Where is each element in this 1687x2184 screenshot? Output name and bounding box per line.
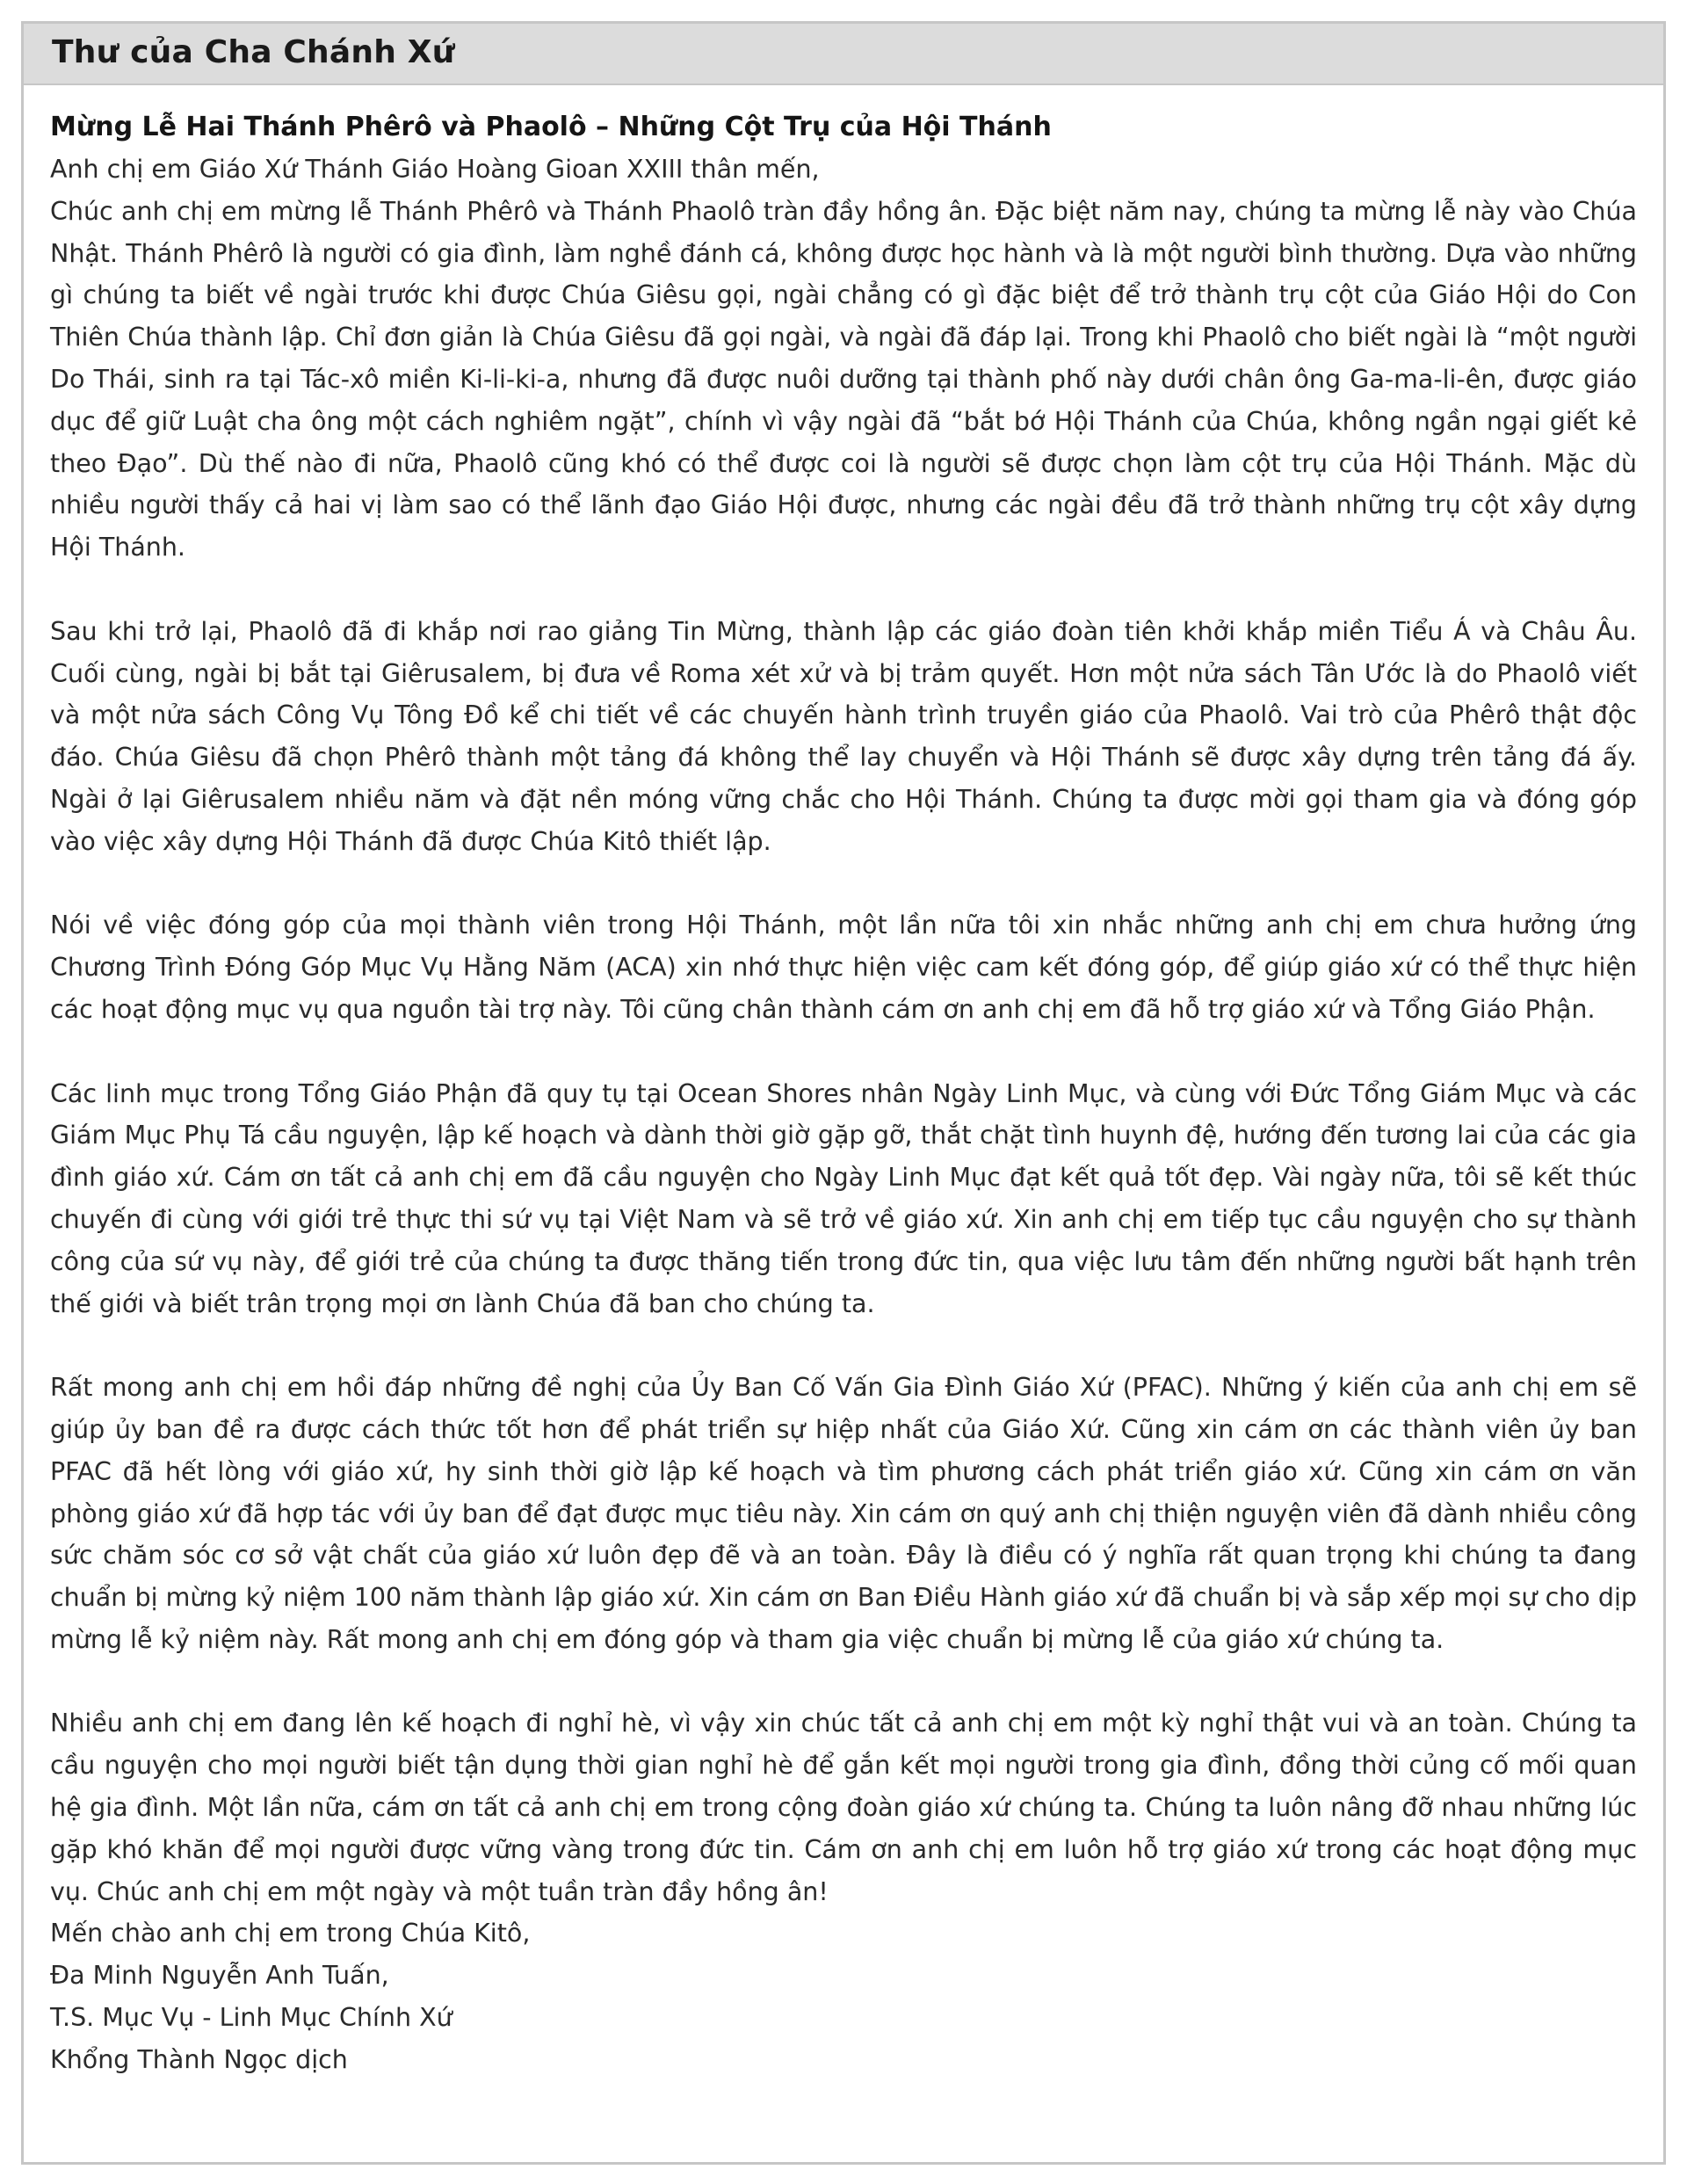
translator-credit: Khổng Thành Ngọc dịch <box>50 2044 348 2074</box>
paragraph: Các linh mục trong Tổng Giáo Phận đã quy tụ tại Ocean Shores nhân Ngày Linh Mục, và cùng với Đức Tổng Giám Mục và các Giám Mục Phụ Tá cầu nguyện, lập kế hoạch và dành thời giờ gặp gỡ, thắt chặt tình huynh đệ, hướng đến tương lai của các gia đình giáo xứ. Cám ơn tất cả anh chị em đã cầu nguyện cho Ngày Linh Mục đạt kết quả tốt đẹp. Vài ngày nữa, tôi sẽ kết thúc chuyến đi cùng với giới trẻ thực thi sứ vụ tại Việt Nam và sẽ trở về giáo xứ. Xin anh chị em tiếp tục cầu nguyện cho sự thành công của sứ vụ này, để giới trẻ của chúng ta được thăng tiến trong đức tin, qua việc lưu tâm đến những người bất hạnh trên thế giới và biết trân trọng mọi ơn lành Chúa đã ban cho chúng ta. <box>50 1078 1637 1318</box>
paragraph: Nhiều anh chị em đang lên kế hoạch đi nghỉ hè, vì vậy xin chúc tất cả anh chị em một kỳ nghỉ thật vui và an toàn. Chúng ta cầu nguyện cho mọi người biết tận dụng thời gian nghỉ hè để gắn kết mọi người trong gia đình, đồng thời củng cố mối quan hệ gia đình. Một lần nữa, cám ơn tất cả anh chị em trong cộng đoàn giáo xứ chúng ta. Chúng ta luôn nâng đỡ nhau những lúc gặp khó khăn để mọi người được vững vàng trong đức tin. Cám ơn anh chị em luôn hỗ trợ giáo xứ trong các hoạt động mục vụ. Chúc anh chị em một ngày và một tuần tràn đầy hồng ân! <box>50 1709 1637 1906</box>
letter-frame <box>21 21 1666 2165</box>
letter-body <box>50 106 1637 2081</box>
signature-title: T.S. Mục Vụ - Linh Mục Chính Xứ <box>50 2003 453 2033</box>
header-bar <box>24 24 1663 85</box>
paragraph: Chúc anh chị em mừng lễ Thánh Phêrô và Thánh Phaolô tràn đầy hồng ân. Đặc biệt năm nay, chúng ta mừng lễ này vào Chúa Nhật. Thánh Phêrô là người có gia đình, làm nghề đánh cá, không được học hành và là một người bình thường. Dựa vào những gì chúng ta biết về ngài trước khi được Chúa Giêsu gọi, ngài chẳng có gì đặc biệt để trở thành trụ cột của Giáo Hội do Con Thiên Chúa thành lập. Chỉ đơn giản là Chúa Giêsu đã gọi ngài, và ngài đã đáp lại. Trong khi Phaolô cho biết ngài là “một người Do Thái, sinh ra tại Tác-xô miền Ki-li-ki-a, nhưng đã được nuôi dưỡng tại thành phố này dưới chân ông Ga-ma-li-ên, được giáo dục để giữ Luật cha ông một cách nghiêm ngặt”, chính vì vậy ngài đã “bắt bớ Hội Thánh của Chúa, không ngần ngại giết kẻ theo Đạo”. Dù thế nào đi nữa, Phaolô cũng khó có thể được coi là người sẽ được chọn làm cột trụ của Hội Thánh. Mặc dù nhiều người thấy cả hai vị làm sao có thể lãnh đạo Giáo Hội được, nhưng các ngài đều đã trở thành những trụ cột xây dựng Hội Thánh. <box>50 196 1637 562</box>
paragraph: Sau khi trở lại, Phaolô đã đi khắp nơi rao giảng Tin Mừng, thành lập các giáo đoàn tiên khởi khắp miền Tiểu Á và Châu Âu. Cuối cùng, ngài bị bắt tại Giêrusalem, bị đưa về Roma xét xử và bị trảm quyết. Hơn một nửa sách Tân Ước là do Phaolô viết và một nửa sách Công Vụ Tông Đồ kể chi tiết về các chuyến hành trình truyền giáo của Phaolô. Vai trò của Phêrô thật độc đáo. Chúa Giêsu đã chọn Phêrô thành một tảng đá không thể lay chuyển và Hội Thánh sẽ được xây dựng trên tảng đá ấy. Ngài ở lại Giêrusalem nhiều năm và đặt nền móng vững chắc cho Hội Thánh. Chúng ta được mời gọi tham gia và đóng góp vào việc xây dựng Hội Thánh đã được Chúa Kitô thiết lập. <box>50 616 1637 856</box>
closing-block <box>50 1912 1637 2080</box>
salutation: Anh chị em Giáo Xứ Thánh Giáo Hoàng Gioan XXIII thân mến, <box>50 155 820 184</box>
letter-subtitle: Mừng Lễ Hai Thánh Phêrô và Phaolô – Những Cột Trụ của Hội Thánh <box>50 112 1052 142</box>
closing-greeting: Mến chào anh chị em trong Chúa Kitô, <box>50 1919 531 1948</box>
signature-name: Đa Minh Nguyễn Anh Tuấn, <box>50 1961 389 1991</box>
page-title: Thư của Cha Chánh Xứ <box>52 34 455 70</box>
paragraph: Rất mong anh chị em hồi đáp những đề nghị của Ủy Ban Cố Vấn Gia Đình Giáo Xứ (PFAC). Những ý kiến của anh chị em sẽ giúp ủy ban đề ra được cách thức tốt hơn để phát triển sự hiệp nhất của Giáo Xứ. Cũng xin cám ơn các thành viên ủy ban PFAC đã hết lòng với giáo xứ, hy sinh thời giờ lập kế hoạch và tìm phương cách phát triển giáo xứ. Cũng xin cám ơn văn phòng giáo xứ đã hợp tác với ủy ban để đạt được mục tiêu này. Xin cám ơn quý anh chị thiện nguyện viên đã dành nhiều công sức chăm sóc cơ sở vật chất của giáo xứ luôn đẹp đẽ và an toàn. Đây là điều có ý nghĩa rất quan trọng khi chúng ta đang chuẩn bị mừng kỷ niệm 100 năm thành lập giáo xứ. Xin cám ơn Ban Điều Hành giáo xứ đã chuẩn bị và sắp xếp mọi sự cho dịp mừng lễ kỷ niệm này. Rất mong anh chị em đóng góp và tham gia việc chuẩn bị mừng lễ của giáo xứ chúng ta. <box>50 1373 1637 1654</box>
paragraph: Nói về việc đóng góp của mọi thành viên trong Hội Thánh, một lần nữa tôi xin nhắc những anh chị em chưa hưởng ứng Chương Trình Đóng Góp Mục Vụ Hằng Năm (ACA) xin nhớ thực hiện việc cam kết đóng góp, để giúp giáo xứ có thể thực hiện các hoạt động mục vụ qua nguồn tài trợ này. Tôi cũng chân thành cám ơn anh chị em đã hỗ trợ giáo xứ và Tổng Giáo Phận. <box>50 911 1637 1024</box>
